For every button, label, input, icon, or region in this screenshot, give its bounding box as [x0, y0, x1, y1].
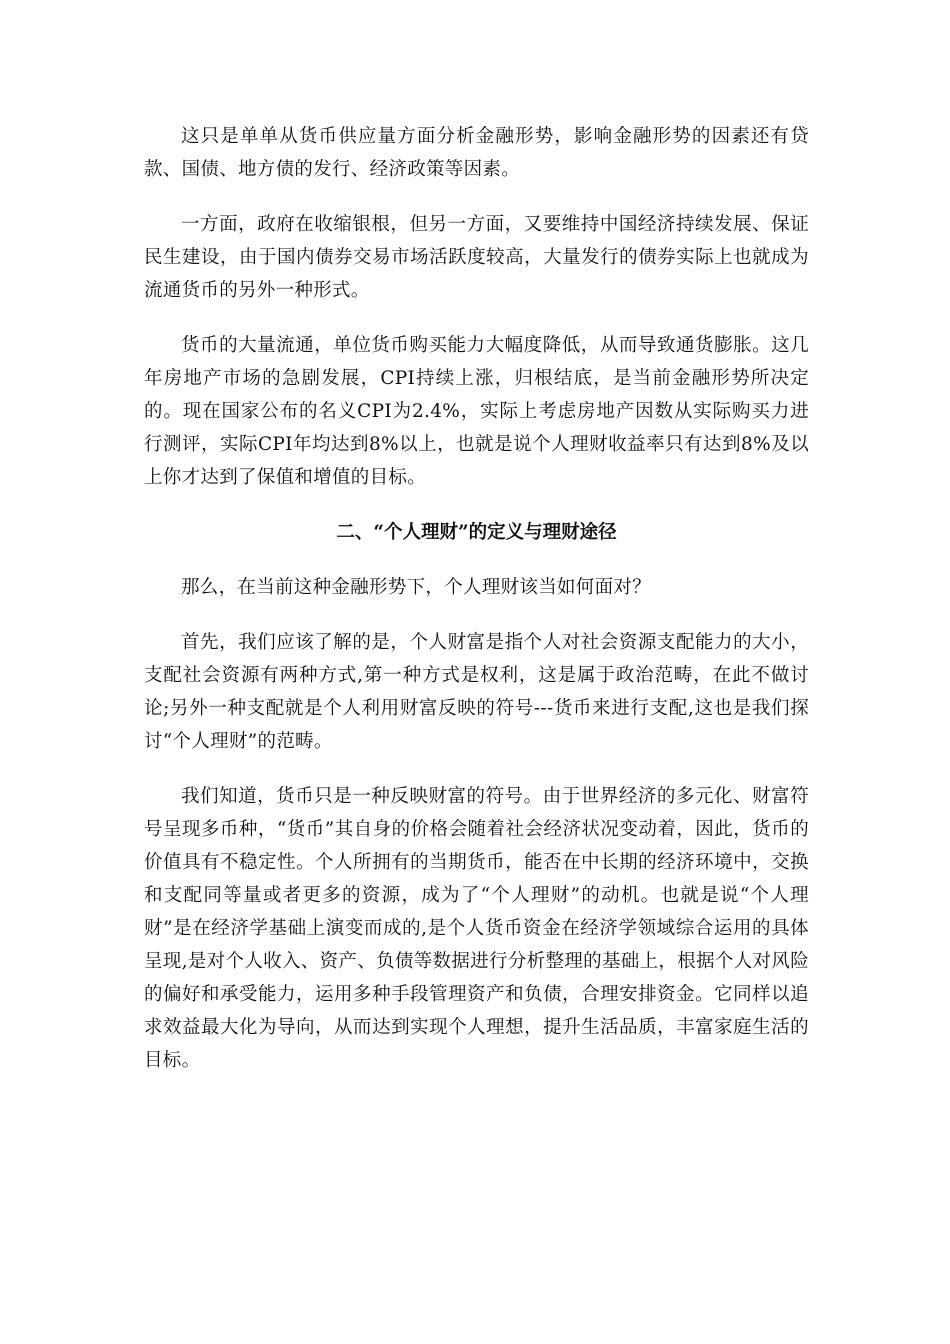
paragraph-money-supply: 这只是单单从货币供应量方面分析金融形势，影响金融形势的因素还有贷款、国债、地方债的发行、经济政策等因素。 — [144, 126, 809, 180]
document-body — [144, 120, 809, 1099]
paragraph-question: 那么，在当前这种金融形势下，个人理财该当如何面对？ — [181, 577, 652, 598]
section-heading: 二、“个人理财”的定义与理财途径 — [336, 522, 617, 543]
paragraph-inflation: 货币的大量流通，单位货币购买能力大幅度降低，从而导致通货膨胀。这几年房地产市场的急剧发展，CPI持续上涨，归根结底，是当前金融形势所决定的。现在国家公布的名义CPI为2.4%，实际上考虑房地产因数从实际购买力进行测评，实际CPI年均达到8%以上，也就是说个人理财收益率只有达到8%及以上你才达到了保值和增值的目标。 — [144, 335, 809, 488]
paragraph-currency-symbol: 我们知道，货币只是一种反映财富的符号。由于世界经济的多元化、财富符号呈现多币种，“货币”其自身的价格会随着社会经济状况变动着，因此，货币的价值具有不稳定性。个人所拥有的当期货币，能否在中长期的经济环境中，交换和支配同等量或者更多的资源，成为了“个人理财”的动机。也就是说“个人理财”是在经济学基础上演变而成的,是个人货币资金在经济学领域综合运用的具体呈现,是对个人收入、资产、负债等数据进行分析整理的基础上，根据个人对风险的偏好和承受能力，运用多种手段管理资产和负债，合理安排资金。它同样以追求效益最大化为导向，从而达到实现个人理想，提升生活品质，丰富家庭生活的目标。 — [144, 786, 809, 1071]
paragraph-government-policy: 一方面，政府在收缩银根，但另一方面，又要维持中国经济持续发展、保证民生建设，由于国内债券交易市场活跃度较高，大量发行的债券实际上也就成为流通货币的另外一种形式。 — [144, 214, 809, 301]
paragraph-personal-wealth: 首先，我们应该了解的是，个人财富是指个人对社会资源支配能力的大小，支配社会资源有两种方式,第一种方式是权利，这是属于政治范畴，在此不做讨论;另外一种支配就是个人利用财富反映的符号---货币来进行支配,这也是我们探讨“个人理财”的范畴。 — [144, 632, 809, 752]
